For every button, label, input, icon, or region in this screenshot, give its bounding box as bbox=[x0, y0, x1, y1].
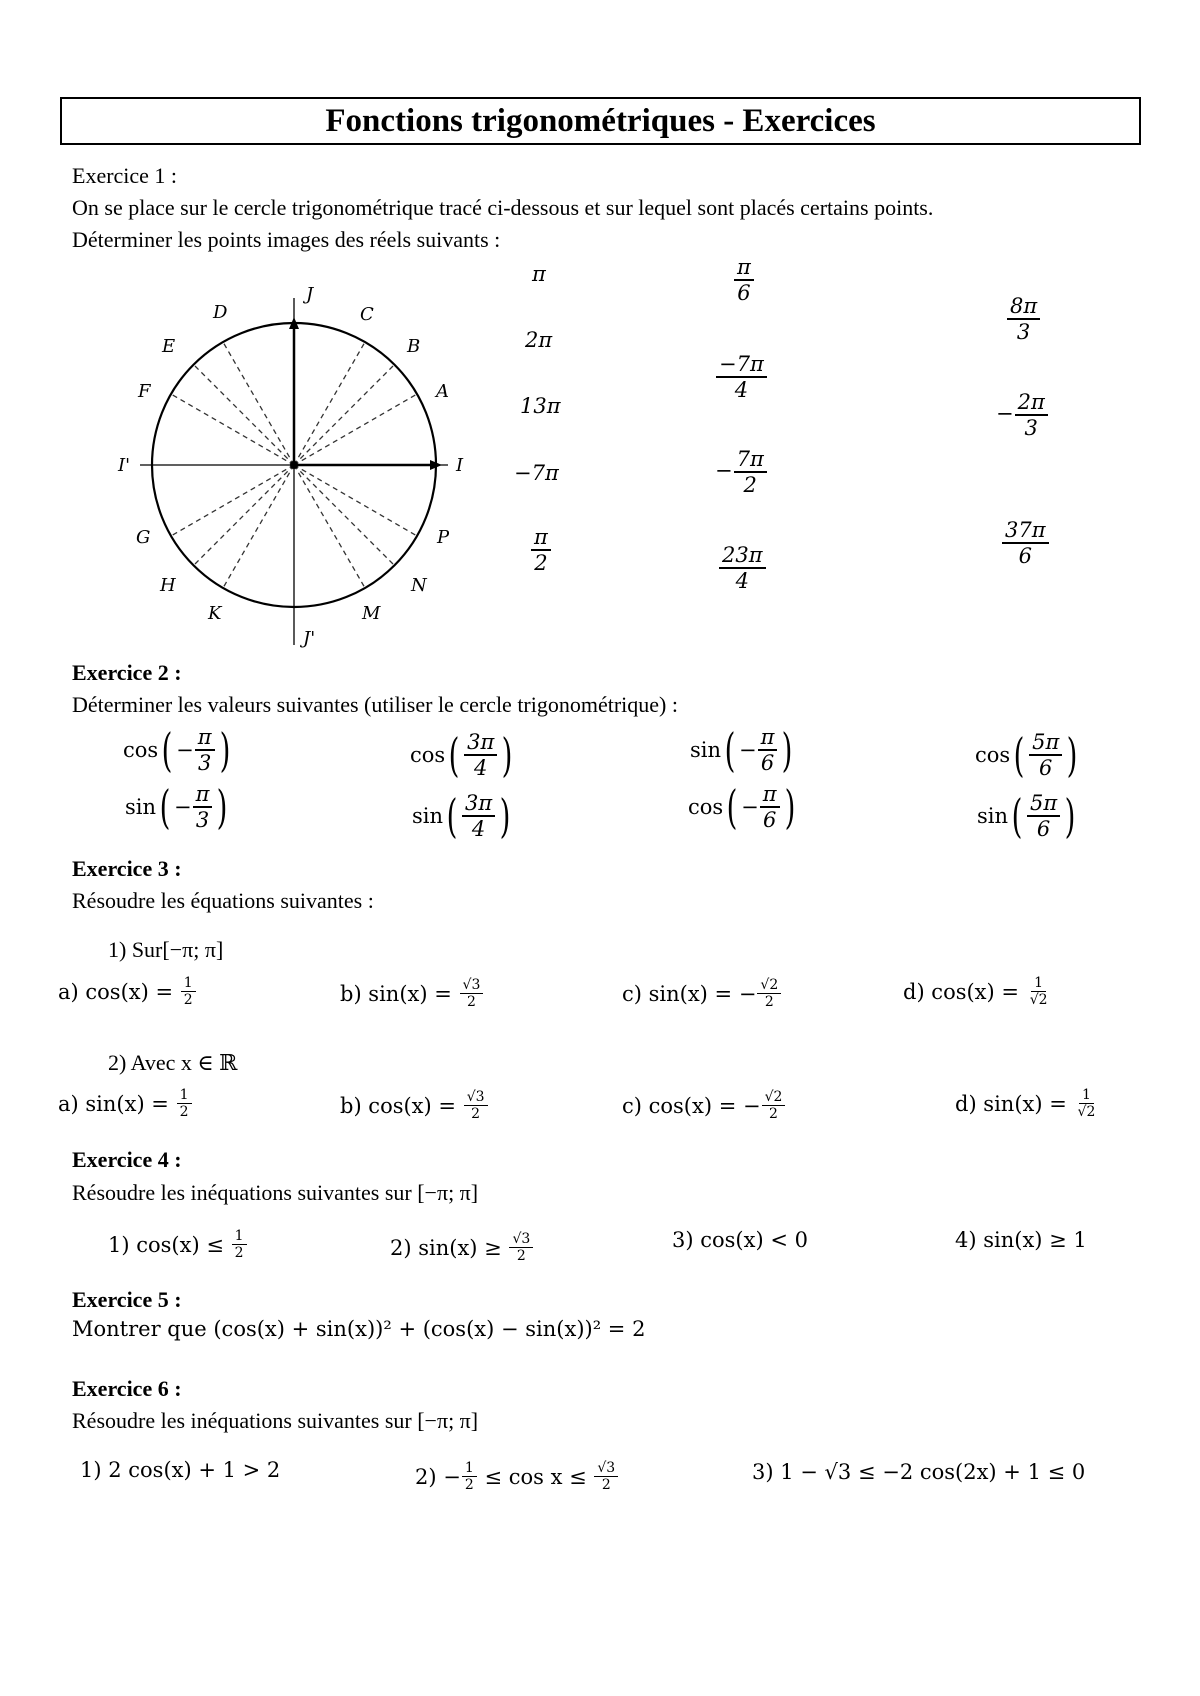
real-2pi: 2π bbox=[525, 328, 553, 352]
ex3-heading: Exercice 3 : bbox=[72, 856, 182, 881]
eq-1a: a) cos(x) = $\frac{1}{2}$ bbox=[58, 975, 197, 1008]
point-label-Ip: I' bbox=[118, 455, 131, 476]
real-minus-2pi-over-3: − $\frac{2\pi}{3}$ bbox=[996, 390, 1049, 440]
point-label-D: D bbox=[213, 302, 228, 323]
eq-1d: d) cos(x) = $\frac{1}{√2}$ bbox=[903, 975, 1048, 1009]
point-label-E: E bbox=[162, 336, 176, 357]
ex6-heading: Exercice 6 : bbox=[72, 1376, 182, 1401]
point-label-I: I bbox=[456, 455, 464, 476]
point-label-F: F bbox=[138, 381, 151, 402]
real-23pi-over-4: $\frac{23\pi}{4}$ bbox=[718, 543, 767, 593]
point-label-N: N bbox=[411, 575, 427, 596]
ex3-part1: 1) Sur[−π; π] bbox=[108, 937, 224, 962]
ex2-instruction: Déterminer les valeurs suivantes (utiliser le cercle trigonométrique) : bbox=[72, 692, 678, 717]
ineq-1: 1) cos(x) ≤ $\frac{1}{2}$ bbox=[108, 1228, 248, 1261]
point-label-M: M bbox=[362, 603, 381, 624]
page-title: Fonctions trigonométriques - Exercices bbox=[60, 97, 1141, 145]
ex5-statement: Montrer que (cos(x) + sin(x))² + (cos(x) − sin(x))² = 2 bbox=[72, 1317, 646, 1341]
dashed-radius bbox=[194, 465, 294, 565]
ineq-2: 2) sin(x) ≥ $\frac{√3}{2}$ bbox=[390, 1231, 534, 1264]
point-label-P: P bbox=[437, 527, 450, 548]
ex2-sin-minus-pi-3: sin ( − $\frac{\pi}{3}$ ) bbox=[125, 780, 228, 835]
dashed-radius bbox=[294, 465, 417, 536]
ex1-heading: Exercice 1 : bbox=[72, 163, 178, 188]
dashed-radius bbox=[194, 365, 294, 465]
ex6-instruction: Résoudre les inéquations suivantes sur [−π; π] bbox=[72, 1408, 479, 1433]
point-label-A: A bbox=[436, 381, 449, 402]
ex2-cos-3pi-4: cos ( $\frac{3\pi}{4}$ ) bbox=[410, 728, 513, 783]
eq-2b: b) cos(x) = $\frac{√3}{2}$ bbox=[340, 1089, 489, 1122]
ex2-heading: Exercice 2 : bbox=[72, 660, 182, 685]
ex1-line1: On se place sur le cercle trigonométrique tracé ci-dessous et sur lequel sont placés certains points. bbox=[72, 195, 934, 220]
ex4-instruction: Résoudre les inéquations suivantes sur [−π; π] bbox=[72, 1180, 479, 1205]
eq-1c: c) sin(x) = − $\frac{√2}{2}$ bbox=[622, 977, 782, 1010]
point-label-K: K bbox=[208, 603, 222, 624]
ex5-heading: Exercice 5 : bbox=[72, 1287, 182, 1312]
ex2-cos-5pi-6: cos ( $\frac{5\pi}{6}$ ) bbox=[975, 728, 1078, 783]
dashed-radius bbox=[294, 342, 365, 465]
eq-2a: a) sin(x) = $\frac{1}{2}$ bbox=[58, 1087, 193, 1120]
point-label-J: J bbox=[306, 284, 314, 305]
dashed-radius bbox=[171, 394, 294, 465]
real-pi-over-6: $\frac{\pi}{6}$ bbox=[733, 255, 755, 305]
dashed-radius bbox=[294, 465, 365, 588]
ex3-instruction: Résoudre les équations suivantes : bbox=[72, 888, 374, 913]
ex2-sin-3pi-4: sin ( $\frac{3\pi}{4}$ ) bbox=[412, 789, 511, 844]
real-pi-over-2: $\frac{\pi}{2}$ bbox=[530, 525, 552, 575]
ex6-ineq-3: 3) 1 − √3 ≤ −2 cos(2x) + 1 ≤ 0 bbox=[752, 1460, 1086, 1484]
eq-1b: b) sin(x) = $\frac{√3}{2}$ bbox=[340, 977, 484, 1010]
real-37pi-over-6: $\frac{37\pi}{6}$ bbox=[1001, 518, 1050, 568]
dashed-radius bbox=[223, 342, 294, 465]
dashed-radius bbox=[171, 465, 294, 536]
dashed-radius bbox=[294, 394, 417, 465]
ex6-ineq-2: 2) − $\frac{1}{2}$ ≤ cos x ≤ $\frac{√3}{2}$ bbox=[415, 1460, 619, 1493]
origin-point bbox=[290, 461, 298, 469]
eq-2d: d) sin(x) = $\frac{1}{√2}$ bbox=[955, 1087, 1096, 1121]
dashed-radius bbox=[223, 465, 294, 588]
real-8pi-over-3: $\frac{8\pi}{3}$ bbox=[1006, 294, 1041, 344]
real-minus-7pi-over-4: $\frac{-7\pi}{4}$ bbox=[715, 352, 768, 402]
ex4-heading: Exercice 4 : bbox=[72, 1147, 182, 1172]
dashed-radius bbox=[294, 465, 394, 565]
point-label-Jp: J' bbox=[303, 628, 316, 649]
ex2-sin-minus-pi-6: sin ( − $\frac{\pi}{6}$ ) bbox=[690, 723, 793, 778]
ex1-line2: Déterminer les points images des réels suivants : bbox=[72, 227, 501, 252]
ex6-ineq-1: 1) 2 cos(x) + 1 > 2 bbox=[80, 1458, 281, 1482]
point-label-C: C bbox=[360, 304, 374, 325]
eq-2c: c) cos(x) = − $\frac{√2}{2}$ bbox=[622, 1089, 786, 1122]
ex2-sin-5pi-6: sin ( $\frac{5\pi}{6}$ ) bbox=[977, 789, 1076, 844]
ex2-cos-minus-pi-3: cos ( − $\frac{\pi}{3}$ ) bbox=[123, 723, 230, 778]
trigonometric-circle bbox=[110, 280, 470, 650]
point-label-B: B bbox=[407, 336, 421, 357]
ineq-4: 4) sin(x) ≥ 1 bbox=[955, 1228, 1087, 1252]
point-label-H: H bbox=[160, 575, 176, 596]
ineq-3: 3) cos(x) < 0 bbox=[672, 1228, 808, 1252]
real-pi: π bbox=[532, 262, 546, 286]
ex3-part2: 2) Avec x ∈ ℝ bbox=[108, 1050, 238, 1075]
point-label-G: G bbox=[136, 527, 151, 548]
dashed-radius bbox=[294, 365, 394, 465]
real-13pi: 13π bbox=[520, 394, 561, 418]
real-minus-7pi-over-2: − $\frac{7\pi}{2}$ bbox=[715, 447, 768, 497]
real-minus-7pi: −7π bbox=[514, 461, 559, 485]
ex2-cos-minus-pi-6: cos ( − $\frac{\pi}{6}$ ) bbox=[688, 780, 795, 835]
